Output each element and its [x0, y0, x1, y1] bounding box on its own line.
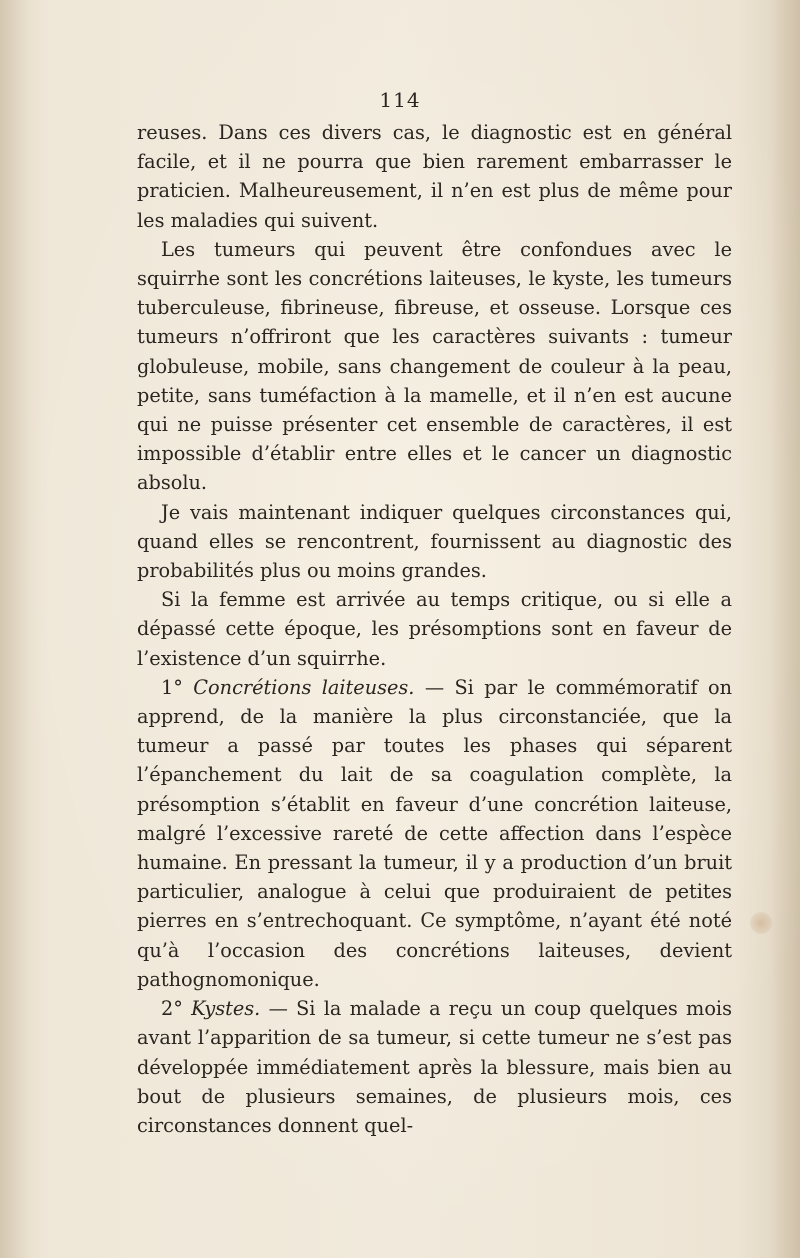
paper-stain	[750, 912, 772, 934]
section-number: 2°	[161, 997, 183, 1021]
page-number: 114	[379, 88, 421, 112]
paragraph-text: — Si par le commémoratif on apprend, de la manière la plus circonstanciée, que la tumeur a passé par toutes les phases qui séparent l’épanchement du lait de sa coagulation complète, la présomption s’établit en faveur d’une concrétion laiteuse, malgré l’excessive rareté de cette affection dans l’espèce humaine. En pressant la tumeur, il y a production d’un bruit particulier, analogue à celui que produiraient de petites pierres en s’entrechoquant. Ce symptôme, n’ayant été noté qu’à l’occasion des concrétions laiteuses, devient pathognomonique.	[137, 675, 733, 991]
paragraph-text: reuses. Dans ces divers cas, le diagnostic est en général facile, et il ne pourra que bien rarement embarrasser le praticien. Malheureusement, il n’en est plus de même pour les maladies qui suivent.	[137, 121, 732, 232]
section-heading: Kystes.	[191, 997, 261, 1021]
page-left-edge-shadow	[0, 0, 30, 1258]
paragraph	[137, 498, 732, 586]
paragraph-text: — Si la malade a reçu un coup quelques mois avant l’apparition de sa tumeur, si cette tumeur ne s’est pas développée immédiatement après la blessure, mais bien au bout de plusieurs semaines, de plusieurs mois, ces circonstances donnent quel-	[137, 997, 732, 1137]
body-text	[137, 118, 732, 1140]
paragraph-text: Les tumeurs qui peuvent être confondues avec le squirrhe sont les concrétions laiteuses, le kyste, les tumeurs tuberculeuse, fibrineuse, fibreuse, et osseuse. Lorsque ces tumeurs n’offriront que les caractères suivants : tumeur globuleuse, mobile, sans changement de couleur à la peau, petite, sans tuméfaction à la mamelle, et il n’en est aucune qui ne puisse présenter cet ensemble de caractères, il est impossible d’établir entre elles et le cancer un diagnostic absolu.	[137, 237, 732, 495]
paragraph	[137, 585, 732, 673]
paragraph	[137, 235, 732, 498]
paragraph	[137, 673, 732, 994]
section-heading: Concrétions laiteuses.	[193, 675, 415, 699]
paragraph-text: Je vais maintenant indiquer quelques circonstances qui, quand elles se rencontrent, fournissent au diagnostic des probabilités plus ou moins grandes.	[137, 500, 732, 583]
paragraph	[137, 118, 732, 235]
page-right-edge-shadow	[770, 0, 800, 1258]
paragraph-text: Si la femme est arrivée au temps critique, ou si elle a dépassé cette époque, les présomptions sont en faveur de l’existence d’un squirrhe.	[137, 588, 732, 670]
paragraph	[137, 994, 732, 1140]
section-number: 1°	[161, 675, 183, 699]
